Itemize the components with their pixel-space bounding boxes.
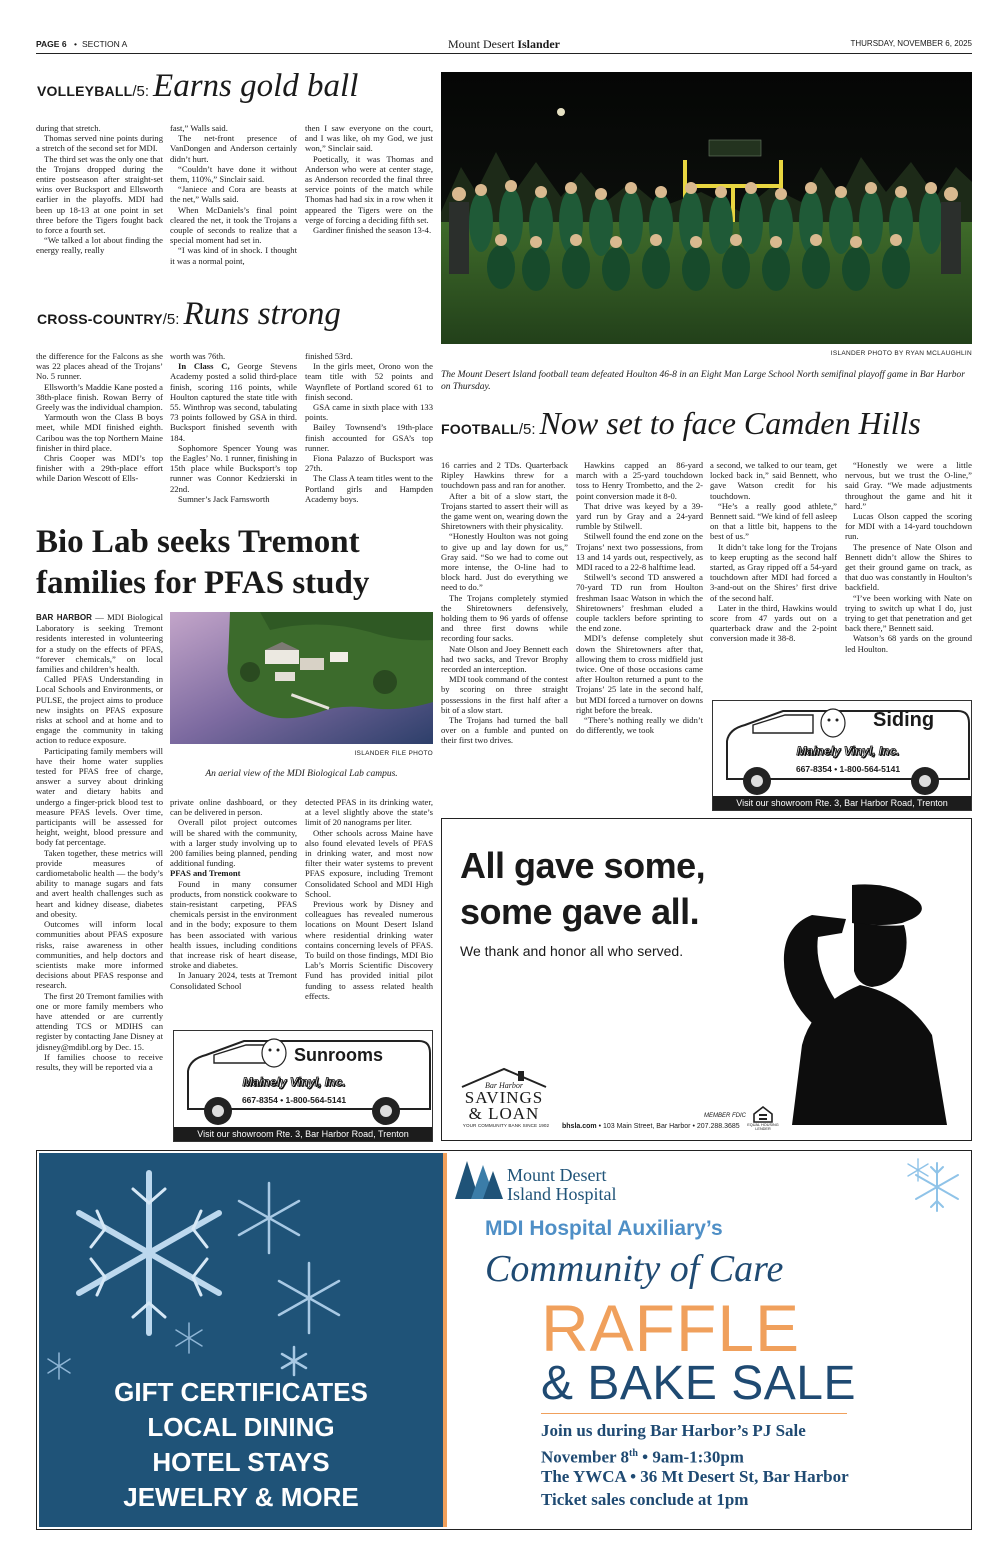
community-of-care: Community of Care bbox=[485, 1248, 784, 1290]
bank-ad bbox=[441, 818, 972, 1141]
bank-website[interactable]: bhsla.com bbox=[562, 1123, 597, 1130]
event-tickets: Ticket sales conclude at 1pm bbox=[541, 1490, 749, 1509]
bank-logo-sub: YOUR COMMUNITY BANK SINCE 1902 bbox=[462, 1123, 550, 1128]
crosscountry-col-2: worth was 76th. In Class C, George Stevens Academy posted a solid third-place finish, scoring 116 points, while Houlton captured the state title with 55. Winthrop was second, tabulating 73 points followed by GSA in third. Bucksport finished seventh with 184. Sophomore Spencer Young was the Eagles’ No. 1 runner, finishing in 15th place while Bucksport’s top runner was Connor Kedzierski in 22nd. Sumner’s Jack Farnsworth bbox=[170, 351, 297, 504]
bullet-divider: • bbox=[74, 39, 77, 49]
small-snowflake-icon bbox=[905, 1157, 931, 1183]
sunrooms-ad bbox=[173, 1030, 433, 1142]
event-date: November 8th • 9am-1:30pm bbox=[541, 1447, 744, 1467]
sunrooms-footer: Visit our showroom Rte. 3, Bar Harbor Road, Trenton bbox=[174, 1127, 432, 1141]
biolab-col-2: private online dashboard, or they can be delivered in person. Overall pilot project outcomes will be shared with the community, with a larger study involving up to 200 families being planned, pending additional funding. PFAS and Tremont Found in many consumer products, from nonstick cookware to stain-resistant carpeting, PFAS chemicals persist in the environment and in the body; exposure to them has been associated with various health issues, including conditions that increase risk of heart disease, stroke and diabetes. In January 2024, tests at Tremont Consolidated School bbox=[170, 797, 297, 991]
volleyball-title: Earns gold ball bbox=[153, 68, 359, 104]
equal-housing-lender-icon: EQUAL HOUSING LENDER bbox=[752, 1105, 774, 1133]
siding-service: Siding bbox=[873, 709, 935, 731]
hospital-logo-line-1: Mount Desert bbox=[507, 1165, 607, 1185]
volleyball-jump: /5: bbox=[132, 83, 150, 100]
crosscountry-jump: /5: bbox=[162, 311, 180, 328]
volleyball-col-1: during that stretch. Thomas served nine points during a stretch of the second set for MDI. The third set was the only one that the Trojans dropped during the entire postseason after straight-set wins over Bucksport and Ellsworth earlier in the playoffs. MDI had been up 18-13 at one point in set three before the Tigers fought back to force a fourth set. “We talked a lot about finding the energy really, really bbox=[36, 123, 163, 256]
gift-line-1: GIFT CERTIFICATES bbox=[114, 1377, 368, 1407]
football-photo-credit: ISLANDER PHOTO BY RYAN MCLAUGHLIN bbox=[830, 350, 972, 357]
masthead: Mount Desert Islander bbox=[447, 37, 560, 51]
bank-logo-loan: & LOAN bbox=[468, 1104, 540, 1123]
football-col-1: 16 carries and 2 TDs. Quarterback Ripley Hawkins threw for a touchdown pass and ran for another. After a bit of a slow start, the Trojans started to assert their will as the game went on, wearing down the Shiretowners with their physicality. “Honestly Houlton was not going to give up and lay down for us,” Gray said. “So we had to come out more intense, the O-line had to block hard. Just do everything we need to do.” The Trojans completely stymied the Shiretowners defensively, holding them to 96 yards of offense and three first downs while recording four sacks. Nate Olson and Joey Bennett each had two sacks, and Trevor Brophy recorded an interception. MDI took command of the contest by scoring on three straight possessions in the first half after a bit of a slow start. The Trojans had turned the ball over on a fumble and punted on their first two drives. bbox=[441, 460, 568, 746]
gift-line-3: HOTEL STAYS bbox=[152, 1447, 330, 1477]
aerial-photo-illustration bbox=[170, 612, 433, 744]
bank-ad-line-1: All gave some, bbox=[460, 845, 706, 886]
football-headline bbox=[441, 405, 972, 449]
bake-sale-title: & BAKE SALE bbox=[541, 1357, 856, 1410]
football-col-4: “Honestly we were a little nervous, but we trust the O-line,” said Gray. “We made adjustments throughout the game and hit it hard.” Lucas Olson capped the scoring for MDI with a 14-yard touchdown run. The presence of Nate Olson and Bennett didn’t allow the Shires to get their ground game on track, as that duo was constantly in Houlton’s backfield. “I’ve been working with Nate on trying to switch up what I do, just trying to get that penetration and get back there,” Bennett said. Watson’s 68 yards on the ground led Houlton. bbox=[845, 460, 972, 654]
volleyball-col-3: then I saw everyone on the court, and I was like, oh my God, we just won,” Sinclair said. Poetically, it was Thomas and Anderson who were at center stage, as Anderson recorded the final three service points of the match while Thomas had had six in a row when it appeared the Tigers were on the verge of forcing a deciding fifth set. Gardiner finished the season 13-4. bbox=[305, 123, 433, 236]
page-number: PAGE 6 bbox=[36, 39, 67, 49]
pine-trees-icon bbox=[453, 1159, 503, 1205]
volleyball-kicker: VOLLEYBALL bbox=[37, 83, 133, 99]
crosscountry-title: Runs strong bbox=[183, 296, 341, 332]
sunrooms-phones: 667-8354 • 1-800-564-5141 bbox=[241, 1095, 347, 1105]
volleyball-col-2: fast,” Walls said. The net-front presence of VanDongen and Anderson certainly didn’t hurt. “Couldn’t have done it without them, 110%,” Sinclair said. “Janiece and Cora are beasts at the net,” Walls said. When McDaniels’s final point cleared the net, it took the Trojans a couple of seconds to realize that a special moment had set in. “I was kind of in shock. I thought it was a normal point, bbox=[170, 123, 297, 266]
volleyball-headline bbox=[37, 68, 437, 112]
biolab-photo-credit: ISLANDER FILE PHOTO bbox=[354, 750, 433, 757]
bank-logo bbox=[456, 1067, 552, 1133]
bank-ad-line-2: some gave all. bbox=[460, 891, 700, 932]
hospital-logo-line-2: Island Hospital bbox=[507, 1184, 617, 1204]
saluting-soldier-silhouette bbox=[742, 875, 962, 1125]
biolab-col-1: BAR HARBOR — MDI Biological Laboratory is seeking Tremont residents interested in volunteering for a study on the effects of PFAS, “forever chemicals,” on local families and children’s health. Called PFAS Understanding in Local Schools and Environments, or PULSE, the project aims to produce new insights on PFAS exposure risks at school and at home and to engage the community in taking action to reduce exposure. Participating family members will have their home water supplies tested for PFAS free of charge, answer a survey about drinking water and dietary habits and undergo a finger-prick blood test to measure PFAS levels. Over time, participants will be assessed for height, weight, blood pressure and body fat percentage. Taken together, these metrics will provide measures of cardiometabolic health — the body’s ability to manage sugars and fats and avert health challenges such as heart and kidney disease, diabetes and obesity. Outcomes will inform local communities about PFAS exposure risks, raise awareness in other communities, and help doctors and scientists make more informed decisions about PFAS response and research. The first 20 Tremont families with one or more family members who have attended or are currently attending TCS or MDIHS can register by contacting Jane Disney at jdisney@mdibl.org by Dec. 15. If families choose to receive results, they will be reported via a bbox=[36, 612, 163, 1072]
siding-footer: Visit our showroom Rte. 3, Bar Harbor Road, Trenton bbox=[713, 796, 971, 810]
football-col-3: a second, we talked to our team, get locked back in,” said Bennett, who gave Watson credit for his touchdown. “He’s a really good athlete,” Bennett said. “We kind of fell asleep on that a little bit, happens to the best of us.” It didn’t take long for the Trojans to keep erupting as the second half started, as Gray ripped off a 54-yard touchdown after MDI had forced a 3-and-out on the Shires’ first drive of the second half. Later in the third, Hawkins would score from 47 yards out on a quarterback draw and the 2-point conversion made it 38-8. bbox=[710, 460, 837, 644]
sunrooms-brand: Mainely Vinyl, Inc. bbox=[242, 1075, 346, 1089]
orange-divider bbox=[443, 1153, 447, 1527]
football-photo-caption: The Mount Desert Island football team defeated Houlton 46-8 in an Eight Man Large School North semifinal playoff game in Bar Harbor on Thursday. bbox=[441, 370, 965, 392]
football-kicker: FOOTBALL bbox=[441, 421, 519, 437]
bank-logo-top: Bar Harbor bbox=[484, 1081, 523, 1090]
siding-ad bbox=[712, 700, 972, 811]
house-outline-icon bbox=[752, 1105, 774, 1123]
siding-brand: Mainely Vinyl, Inc. bbox=[796, 744, 900, 758]
hospital-ad bbox=[36, 1150, 972, 1530]
bank-contact: bhsla.com • 103 Main Street, Bar Harbor • 207.288.3685 bbox=[562, 1123, 740, 1130]
gift-line-2: LOCAL DINING bbox=[147, 1412, 335, 1442]
team-photo-illustration bbox=[441, 72, 972, 344]
siding-phones: 667-8354 • 1-800-564-5141 bbox=[795, 764, 901, 774]
biolab-subhead: PFAS and Tremont bbox=[170, 868, 241, 879]
crosscountry-headline bbox=[37, 296, 437, 340]
biolab-photo-caption: An aerial view of the MDI Biological Lab campus. bbox=[205, 769, 398, 779]
biolab-aerial-photo bbox=[170, 612, 433, 744]
crosscountry-col-3: finished 53rd. In the girls meet, Orono won the team title with 52 points and Waynflete of Portland scored 61 to finish second. GSA came in sixth place with 133 points. Bailey Townsend’s 19th-place finish accounted for GSA’s top runner. Fiona Palazzo of Bucksport was 27th. The Class A team titles went to the Portland girls and Hampden Academy boys. bbox=[305, 351, 433, 504]
football-col-2: Hawkins capped an 86-yard march with a 25-yard touchdown toss to Henry Trombetto, and the 2-point conversion made it 8-0. That drive was keyed by a 39-yard run by Gray and a 24-yard rumble by Stilwell. Stilwell found the end zone on the Trojans’ next two possessions, from 13 and 14 yards out, respectively, as MDI raced to a 22-8 halftime lead. Stilwell’s second TD answered a 70-yard TD run from Houlton freshman Isaac Watson in which the Shiretowners’ freshman eluded a couple tacklers before sprinting to the end zone. MDI’s defense completely shut down the Shiretowners after that, allowing them to cross midfield just twice. One of those occasions came after Houlton returned a punt to the Trojans’ 25 late in the second half, but MDI forced a turnover on downs right before the break. “There’s nothing really we didn’t do differently, we took bbox=[576, 460, 703, 736]
bank-ad-tagline: We thank and honor all who served. bbox=[460, 943, 684, 959]
gift-panel bbox=[39, 1153, 443, 1527]
page-header bbox=[36, 38, 972, 54]
biolab-headline: Bio Lab seeks Tremont families for PFAS study bbox=[36, 524, 370, 601]
sunrooms-service: Sunrooms bbox=[294, 1045, 384, 1065]
gift-line-4: JEWELRY & MORE bbox=[123, 1482, 359, 1512]
crosscountry-kicker: CROSS-COUNTRY bbox=[37, 311, 163, 327]
issue-date: THURSDAY, NOVEMBER 6, 2025 bbox=[850, 39, 972, 48]
event-divider bbox=[541, 1413, 847, 1414]
event-join: Join us during Bar Harbor’s PJ Sale bbox=[541, 1421, 806, 1440]
raffle-title: RAFFLE bbox=[541, 1291, 801, 1365]
snowflake-cluster-icon bbox=[39, 1153, 443, 1393]
crosscountry-col-1: the difference for the Falcons as she was 22 places ahead of the Trojans’ No. 5 runner. Ellsworth’s Maddie Kane posted a 38th-place finish. Rowan Berry of Greely was the individual champion. Yarmouth won the Class B boys meet, while MDI finished eighth. Caribou was the top Northern Maine finisher in third place. Chris Cooper was MDI’s top finisher with a 29th-place effort while Darion Wescott of Ells- bbox=[36, 351, 163, 484]
biolab-col-3: detected PFAS in its drinking water, at a level slightly above the state’s limit of 20 nanograms per liter. Other schools across Maine have also found elevated levels of PFAS in drinking water, and most now filter their water systems to prevent PFAS exposure, including Tremont Consolidated School and MDI High School. Previous work by Disney and colleagues has revealed numerous locations on Mount Desert Island where residential drinking water contains concerning levels of PFAS. To build on those findings, MDI Bio Lab’s Morris Scientific Discovery Fund has provided initial pilot funding to assess related health effects. bbox=[305, 797, 433, 1001]
bank-logo-savings: SAVINGS bbox=[464, 1088, 544, 1107]
football-jump: /5: bbox=[518, 421, 536, 438]
football-team-photo bbox=[441, 72, 972, 344]
section-label: SECTION A bbox=[82, 39, 128, 49]
auxiliary-title: MDI Hospital Auxiliary’s bbox=[485, 1217, 723, 1240]
football-title: Now set to face Camden Hills bbox=[539, 405, 921, 441]
bank-member-fdic: MEMBER FDIC bbox=[704, 1113, 746, 1119]
event-place: The YWCA • 36 Mt Desert St, Bar Harbor bbox=[541, 1467, 849, 1486]
